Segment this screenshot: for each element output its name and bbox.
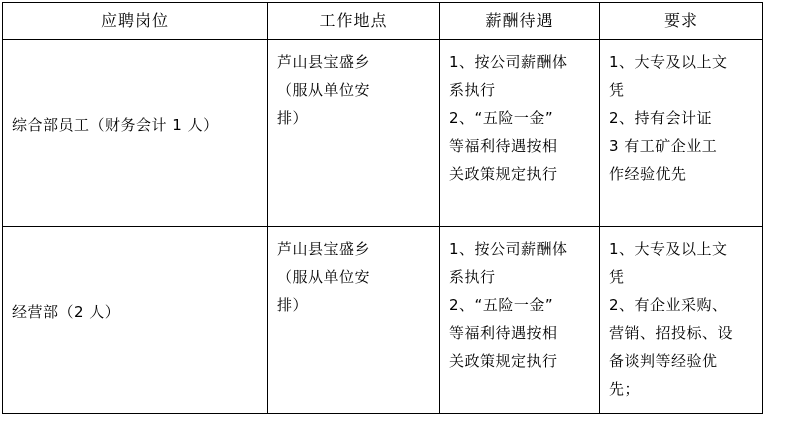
column-header-position — [3, 3, 268, 40]
text-line: 等福利待遇按相 — [449, 324, 558, 342]
text-line: 1、大专及以上文 — [609, 53, 728, 71]
cell-requirements-2 — [600, 227, 763, 414]
document-page — [0, 2, 800, 425]
cell-requirements-2-text — [600, 227, 762, 411]
table-header-row — [3, 3, 763, 40]
text-line: 排） — [277, 296, 309, 314]
text-line: 备谈判等经验优 — [609, 352, 718, 370]
text-line: 营销、招投标、设 — [609, 324, 734, 342]
column-header-location-label: 工作地点 — [319, 11, 388, 30]
cell-position-1 — [3, 40, 268, 227]
recruitment-table — [2, 2, 763, 414]
text-line: 等福利待遇按相 — [449, 137, 558, 155]
cell-requirements-1-text — [600, 40, 762, 196]
cell-location-1-text — [268, 40, 439, 140]
table-header — [3, 3, 763, 40]
text-line: 关政策规定执行 — [449, 165, 558, 183]
text-line: 2、持有会计证 — [609, 109, 713, 127]
cell-salary-2-text — [440, 227, 599, 383]
cell-location-1 — [268, 40, 440, 227]
text-line: 先； — [609, 380, 641, 398]
cell-salary-1 — [440, 40, 600, 227]
text-line: 芦山县宝盛乡 — [277, 240, 371, 258]
cell-position-1-text: 综合部员工（财务会计 1 人） — [12, 116, 219, 134]
text-line: 1、大专及以上文 — [609, 240, 728, 258]
text-line: 2、“五险一金” — [449, 296, 554, 314]
column-header-salary — [440, 3, 600, 40]
cell-salary-2 — [440, 227, 600, 414]
column-header-salary-label: 薪酬待遇 — [485, 11, 554, 30]
cell-position-2 — [3, 227, 268, 414]
cell-location-2 — [268, 227, 440, 414]
cell-location-2-text — [268, 227, 439, 327]
text-line: 凭 — [609, 268, 625, 286]
column-header-requirements-label: 要求 — [663, 11, 698, 30]
text-line: 凭 — [609, 81, 625, 99]
text-line: 3 有工矿企业工 — [609, 137, 718, 155]
text-line: 芦山县宝盛乡 — [277, 53, 371, 71]
column-header-requirements — [600, 3, 763, 40]
text-line: （服从单位安 — [277, 268, 371, 286]
text-line: 1、按公司薪酬体 — [449, 240, 568, 258]
table-row — [3, 40, 763, 227]
text-line: 作经验优先 — [609, 165, 687, 183]
text-line: （服从单位安 — [277, 81, 371, 99]
text-line: 2、“五险一金” — [449, 109, 554, 127]
text-line: 系执行 — [449, 81, 496, 99]
table-row — [3, 227, 763, 414]
cell-position-2-text: 经营部（2 人） — [12, 303, 121, 321]
text-line: 2、有企业采购、 — [609, 296, 728, 314]
column-header-position-label: 应聘岗位 — [100, 11, 169, 30]
cell-requirements-1 — [600, 40, 763, 227]
column-header-location — [268, 3, 440, 40]
text-line: 关政策规定执行 — [449, 352, 558, 370]
text-line: 系执行 — [449, 268, 496, 286]
cell-salary-1-text — [440, 40, 599, 196]
text-line: 排） — [277, 109, 309, 127]
table-body — [3, 40, 763, 414]
text-line: 1、按公司薪酬体 — [449, 53, 568, 71]
